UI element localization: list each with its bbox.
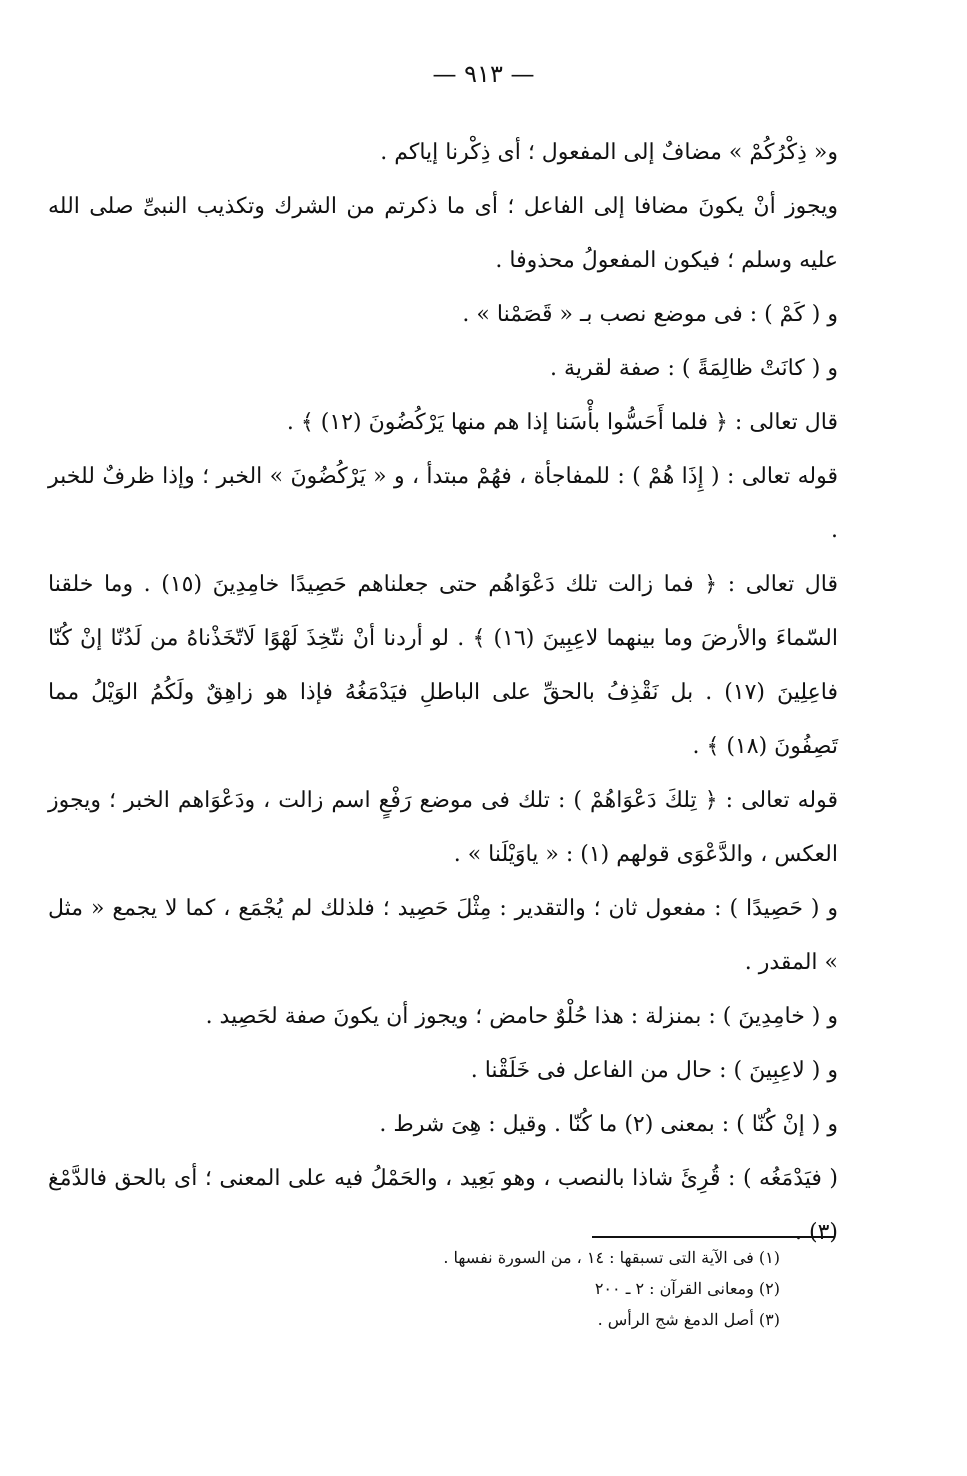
- paragraph: و ( كانَتْ ظالِمَةً ) : صفة لقرية .: [550, 356, 838, 381]
- paragraph: قوله تعالى : ﴿ تِلكَ دَعْوَاهُمْ ) : تلك فى موضع رَفْعٍ اسم زالت ، ودَعْوَاهم الخبر ؛ ويجوز العكس ، والدَّعْوَى قولهم (١) : « ياوَيْلَنا » .: [48, 788, 838, 867]
- paragraph: ( فيَدْمَغُه ) : قُرِئَ شاذا بالنصب ، وهو بَعِيد ، والحَمْلُ فيه على المعنى ؛ أى بالحق فالدَّمْغ (٣) .: [48, 1166, 838, 1245]
- paragraph: قال تعالى : ﴿ فلما أَحَسُّوا بأْسَنا إذا هم منها يَرْكُضُونَ (١٢) ﴾ .: [286, 410, 838, 435]
- paragraph: قال تعالى : ﴿ فما زالت تلك دَعْوَاهُم حتى جعلناهم حَصِيدًا خامِدِينَ (١٥) . وما خلقنا السّماءَ والأرضَ وما بينهما لاعِبِينَ (١٦) ﴾ . لو أردنا أنْ نتّخِذَ لَهْوًا لَاتّخَذْناهُ من لَدُنّا إنْ كُنّا فاعِلِينَ (١٧) . بل نَقْذِفُ بالحقِّ على الباطلِ فيَدْمَغُهُ فإذا هو زاهِقٌ ولَكُمُ الوَيْلُ مما تَصِفُونَ (١٨) ﴾ .: [48, 572, 838, 759]
- footnote: (٣) أصل الدمغ شج الرأس .: [597, 1310, 780, 1329]
- footnote: (٢) ومعانى القرآن : ٢ ـ ٢٠٠: [594, 1279, 780, 1298]
- paragraph: و ( كَمْ ) : فى موضع نصب بـ « قَصَمْنا » .: [462, 302, 838, 327]
- paragraph: و ( حَصِيدًا ) : مفعول ثان ؛ والتقدير : مِثْلَ حَصِيد ؛ فلذلك لم يُجْمَع ، كما لا يجمع « مثل » المقدر .: [48, 896, 838, 975]
- paragraph: و ( خامِدِينَ ) : بمنزلة : هذا حُلْوٌ حامض ؛ ويجوز أن يكونَ صفة لحَصِيد .: [205, 1004, 838, 1029]
- main-text: [48, 126, 838, 1260]
- footnote: (١) فى الآية التى تسبقها : ١٤ ، من السورة نفسها .: [443, 1248, 780, 1267]
- paragraph: ويجوز أنْ يكونَ مضافا إلى الفاعل ؛ أى ما ذكرتم من الشرك وتكذيب النبىِّ صلى الله عليه وسلم ؛ فيكون المفعولُ محذوفا .: [48, 194, 838, 273]
- paragraph: و ( لاعِبِينَ ) : حال من الفاعل فى خَلَقْنا .: [470, 1058, 838, 1083]
- paragraph: قوله تعالى : ( إِذَا هُمْ ) : للمفاجأة ، فهُمْ مبتدأ ، و « يَرْكُضُونَ » الخبر ؛ وإذا ظرفٌ للخبر .: [48, 464, 838, 543]
- paragraph: و ( إنْ كُنّا ) : بمعنى (٢) ما كُنّا . وقيل : هِىَ شرط .: [379, 1112, 838, 1137]
- footnotes: [380, 1242, 780, 1335]
- page-number: — ٩١٣ —: [432, 60, 535, 88]
- paragraph: و« ذِكْرُكُمْ » مضافٌ إلى المفعول ؛ أى ذِكْرنا إياكم .: [380, 140, 838, 165]
- footnote-divider: [592, 1236, 834, 1238]
